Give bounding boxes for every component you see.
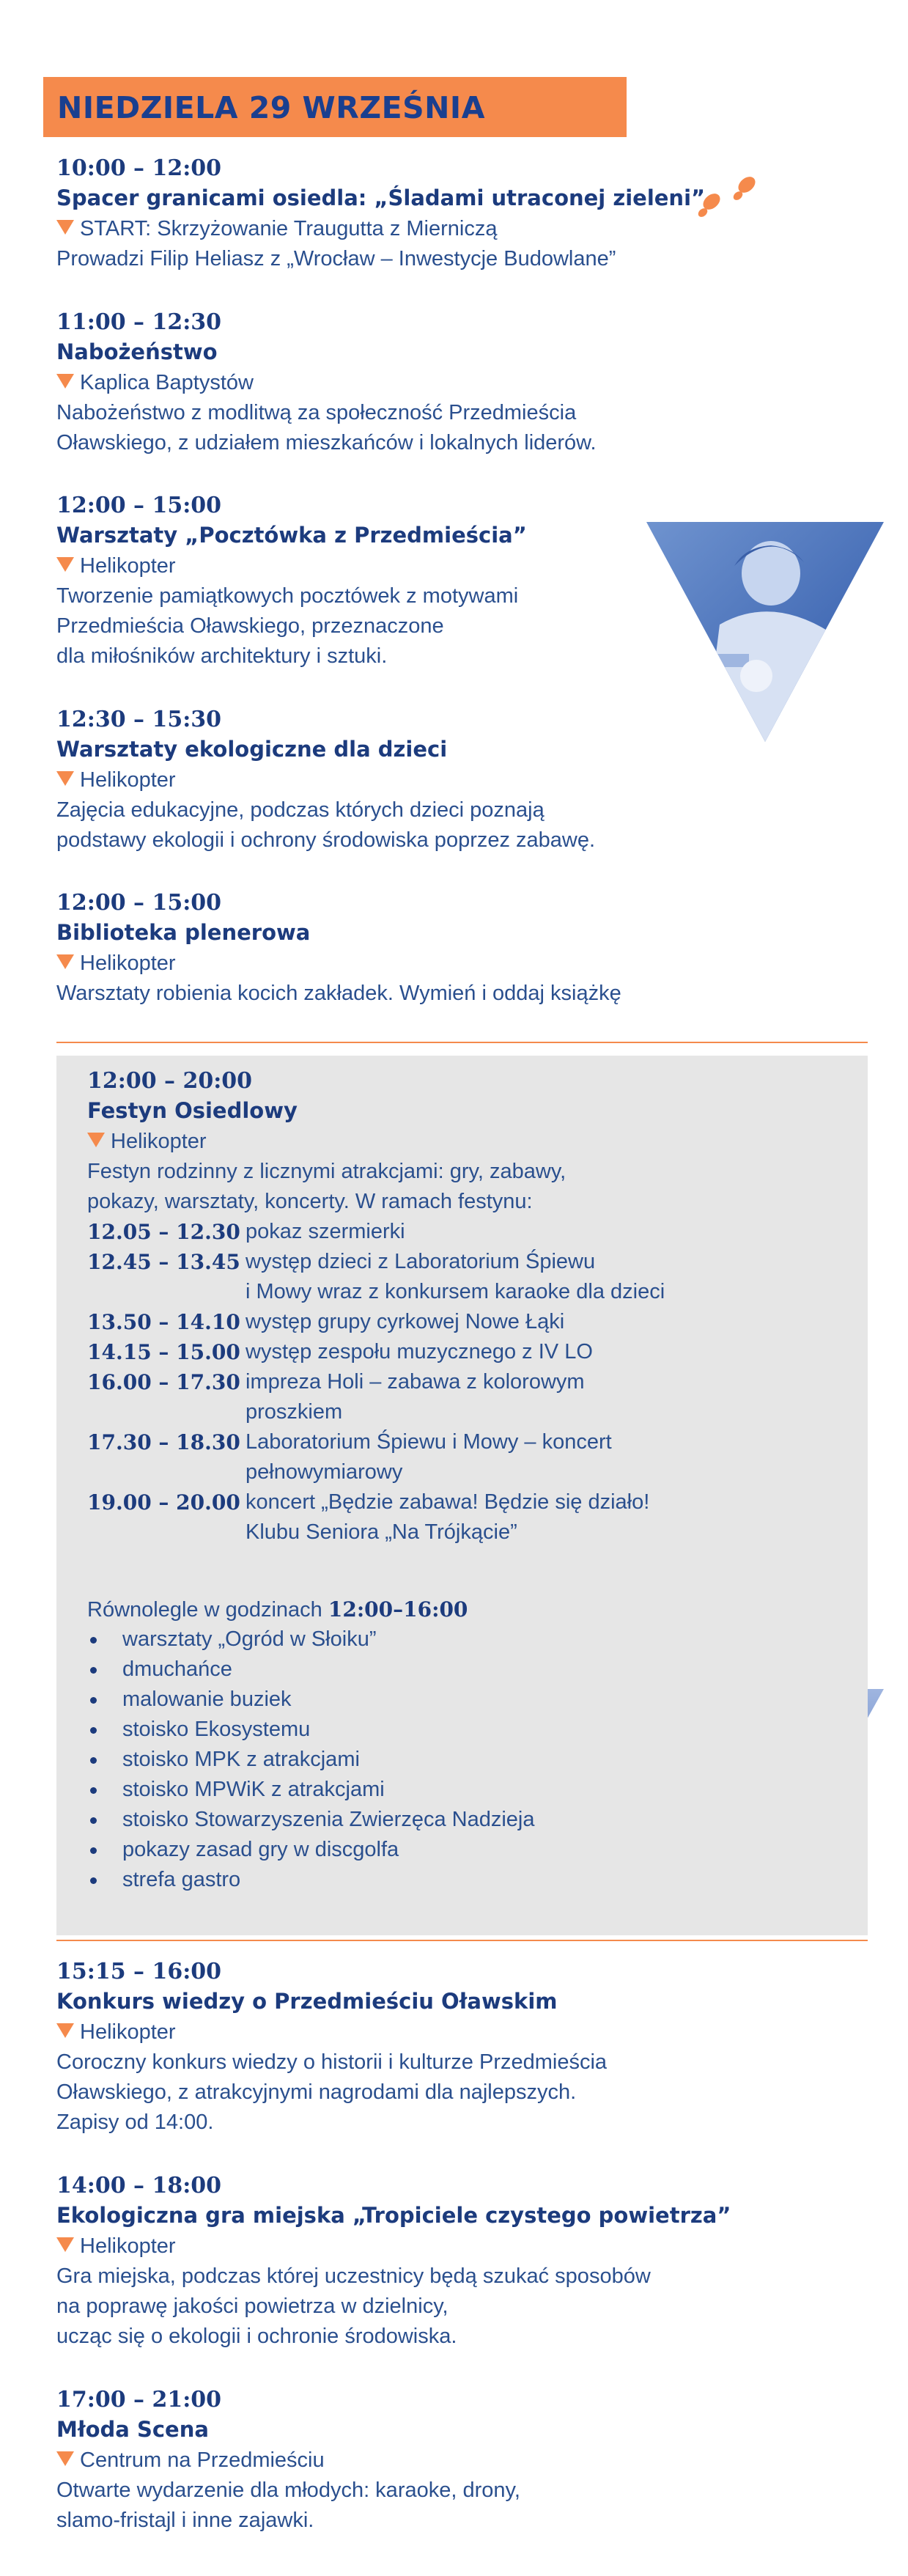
triangle-marker-icon: [56, 220, 74, 235]
event-description: Zapisy od 14:00.: [56, 2111, 214, 2134]
event-description: pokazy, warsztaty, koncerty. W ramach festynu:: [87, 1190, 533, 1213]
event-description: Zajęcia edukacyjne, podczas których dzieci poznają: [56, 798, 545, 822]
event-location: START: Skrzyżowanie Traugutta z Mierniczą: [56, 214, 789, 244]
event-location: Helikopter: [56, 551, 789, 581]
triangle-marker-icon: [87, 1133, 105, 1147]
list-item: dmuchańce: [87, 1655, 535, 1685]
event-description: Tworzenie pamiątkowych pocztówek z motywami: [56, 584, 519, 608]
triangle-marker-icon: [56, 2451, 74, 2466]
triangle-marker-icon: [56, 771, 74, 786]
event-description: Festyn rodzinny z licznymi atrakcjami: gry, zabawy,: [87, 1160, 566, 1183]
event-time: 12:30 – 15:30: [56, 707, 222, 732]
event-title: Nabożeństwo: [56, 339, 218, 364]
event-title: Warsztaty ekologiczne dla dzieci: [56, 737, 448, 762]
event-title: Warsztaty „Pocztówka z Przedmieścia”: [56, 523, 527, 548]
event-description: Oławskiego, z atrakcyjnymi nagrodami dla najlepszych.: [56, 2080, 577, 2104]
triangle-marker-icon: [56, 374, 74, 389]
event-description: Oławskiego, z udziałem mieszkańców i lokalnych liderów.: [56, 431, 597, 455]
event-title: Konkurs wiedzy o Przedmieściu Oławskim: [56, 1989, 558, 2014]
list-item: malowanie buziek: [87, 1685, 535, 1715]
schedule-desc: pełnowymiarowy: [246, 1460, 403, 1484]
schedule-desc: Laboratorium Śpiewu i Mowy – koncert: [246, 1430, 612, 1454]
schedule-time: 13.50 – 14.10: [87, 1310, 240, 1334]
parallel-note: Równolegle w godzinach 12:00–16:00: [87, 1597, 468, 1622]
list-item: stoisko MPWiK z atrakcjami: [87, 1775, 535, 1805]
event-service: [56, 308, 789, 458]
event-young-scene: [56, 2385, 789, 2536]
event-location: Helikopter: [56, 2231, 789, 2262]
event-description: Nabożeństwo z modlitwą za społeczność Przedmieścia: [56, 401, 577, 424]
event-location: Centrum na Przedmieściu: [56, 2446, 789, 2476]
schedule-time: 14.15 – 15.00: [87, 1340, 240, 1364]
event-time: 12:00 – 20:00: [87, 1068, 253, 1094]
event-time: 12:00 – 15:00: [56, 493, 222, 518]
event-library: [56, 888, 789, 1009]
event-description: podstawy ekologii i ochrony środowiska poprzez zabawę.: [56, 828, 596, 852]
schedule-desc: koncert „Będzie zabawa! Będzie się działo!: [246, 1490, 650, 1514]
triangle-marker-icon: [56, 2237, 74, 2252]
event-description: ucząc się o ekologii i ochronie środowiska.: [56, 2325, 457, 2348]
event-time: 14:00 – 18:00: [56, 2173, 222, 2198]
list-item: stoisko Stowarzyszenia Zwierzęca Nadzieja: [87, 1805, 535, 1835]
event-description: slamo-fristajl i inne zajawki.: [56, 2509, 314, 2532]
triangle-marker-icon: [56, 2023, 74, 2038]
event-walk: [56, 154, 789, 274]
day-title: NIEDZIELA 29 WRZEŚNIA: [57, 90, 485, 125]
event-time: 11:00 – 12:30: [56, 309, 222, 335]
event-description: Warsztaty robienia kocich zakładek. Wymień i oddaj książkę: [56, 982, 621, 1005]
event-postcard: [56, 491, 789, 671]
schedule-desc: proszkiem: [246, 1400, 343, 1424]
event-description: Otwarte wydarzenie dla młodych: karaoke, drony,: [56, 2479, 520, 2502]
schedule-desc: występ dzieci z Laboratorium Śpiewu: [246, 1250, 596, 1273]
schedule-desc: pokaz szermierki: [246, 1220, 405, 1243]
event-location: Helikopter: [56, 2017, 789, 2047]
event-description: Przedmieścia Oławskiego, przeznaczone: [56, 614, 444, 638]
list-item: stoisko MPK z atrakcjami: [87, 1745, 535, 1775]
divider: [56, 1042, 868, 1043]
schedule-desc: występ zespołu muzycznego z IV LO: [246, 1340, 593, 1364]
day-header: [43, 77, 627, 137]
schedule-time: 12.05 – 12.30: [87, 1220, 240, 1244]
schedule-desc: i Mowy wraz z konkursem karaoke dla dzieci: [246, 1280, 665, 1303]
event-time: 17:00 – 21:00: [56, 2387, 222, 2413]
event-eco-workshop: [56, 705, 789, 855]
event-city-game: [56, 2171, 789, 2352]
event-location: Kaplica Baptystów: [56, 368, 789, 398]
event-description: Prowadzi Filip Heliasz z „Wrocław – Inwestycje Budowlane”: [56, 247, 616, 271]
schedule-desc: impreza Holi – zabawa z kolorowym: [246, 1370, 585, 1394]
event-description: dla miłośników architektury i sztuki.: [56, 644, 388, 668]
list-item: strefa gastro: [87, 1865, 535, 1895]
schedule-time: 12.45 – 13.45: [87, 1250, 240, 1274]
event-title: Festyn Osiedlowy: [87, 1098, 298, 1123]
schedule-desc: występ grupy cyrkowej Nowe Łąki: [246, 1310, 565, 1333]
schedule-time: 16.00 – 17.30: [87, 1370, 240, 1394]
event-time: 10:00 – 12:00: [56, 155, 222, 181]
attractions-list: [87, 1624, 535, 1895]
divider: [56, 1940, 868, 1941]
event-festyn: [87, 1067, 820, 1217]
list-item: pokazy zasad gry w discgolfa: [87, 1835, 535, 1865]
event-title: Młoda Scena: [56, 2417, 209, 2442]
event-description: Gra miejska, podczas której uczestnicy będą szukać sposobów: [56, 2264, 651, 2288]
event-description: Coroczny konkurs wiedzy o historii i kulturze Przedmieścia: [56, 2050, 608, 2074]
list-item: stoisko Ekosystemu: [87, 1715, 535, 1745]
schedule-desc: Klubu Seniora „Na Trójkącie”: [246, 1520, 517, 1544]
schedule-time: 19.00 – 20.00: [87, 1490, 240, 1515]
event-location: Helikopter: [56, 765, 789, 795]
event-location: Helikopter: [87, 1127, 820, 1157]
event-location: Helikopter: [56, 949, 789, 979]
event-title: Spacer granicami osiedla: „Śladami utraconej zieleni”: [56, 185, 706, 210]
list-item: warsztaty „Ogród w Słoiku”: [87, 1624, 535, 1655]
triangle-marker-icon: [56, 954, 74, 969]
event-time: 12:00 – 15:00: [56, 890, 222, 916]
event-title: Biblioteka plenerowa: [56, 920, 311, 945]
event-quiz: [56, 1957, 789, 2138]
event-description: na poprawę jakości powietrza w dzielnicy,: [56, 2295, 449, 2318]
schedule-time: 17.30 – 18.30: [87, 1430, 240, 1454]
triangle-marker-icon: [56, 557, 74, 572]
event-time: 15:15 – 16:00: [56, 1959, 222, 1984]
event-title: Ekologiczna gra miejska „Tropiciele czystego powietrza”: [56, 2203, 731, 2228]
